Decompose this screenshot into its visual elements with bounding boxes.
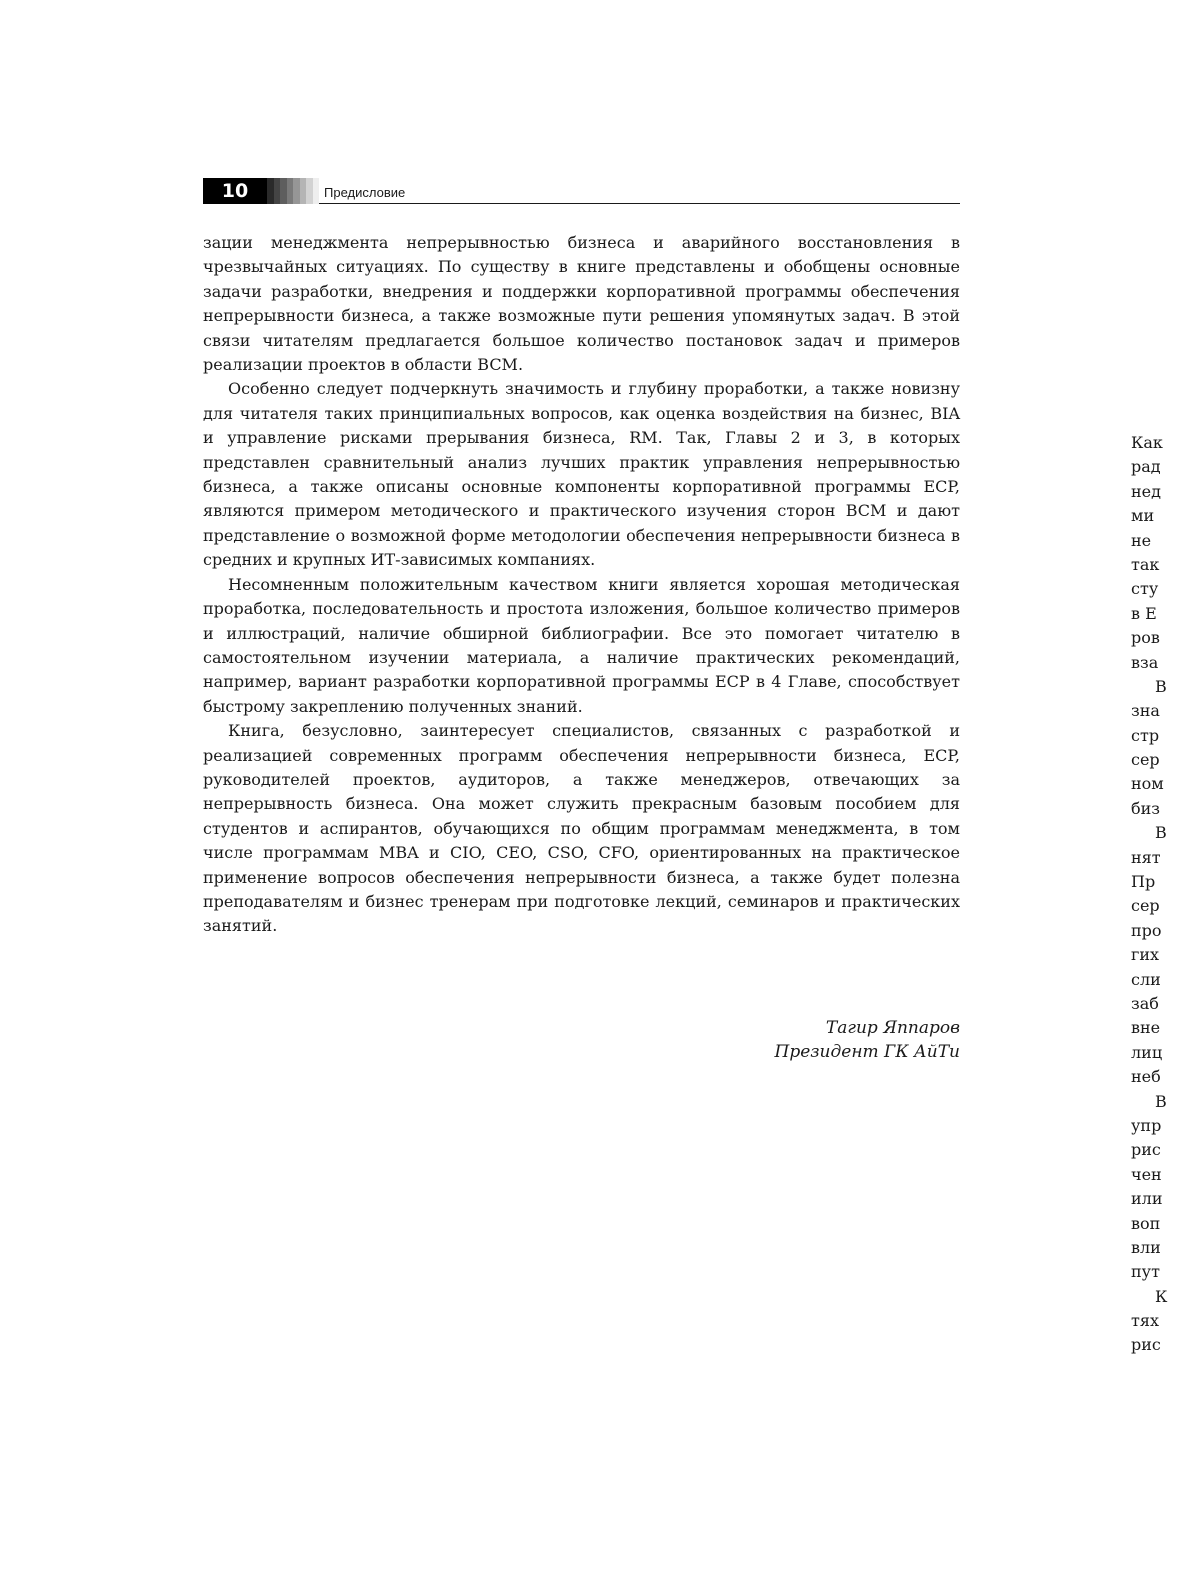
main-text — [203, 231, 960, 939]
fragment-line: В — [1155, 1091, 1167, 1111]
fragment-line: стр — [1131, 725, 1160, 745]
fragment-line: чен — [1131, 1164, 1162, 1184]
paragraph-1: зации менеджмента непрерывностью бизнеса и аварийного восстановления в чрезвычайных ситуациях. По существу в книге представлены и обобщены основные задачи разработки, внедрения и поддержки корпоративной программы обеспечения непрерывности бизнеса, а также возможные пути решения упомянутых задач. В этой связи читателям предлагается большое количество постановок задач и примеров реализации проектов в области BCM. — [203, 233, 960, 375]
paragraph-4: Книга, безусловно, заинтересует специалистов, связанных с разработкой и реализацией современных программ обеспечения непрерывности бизнеса, ECP, руководителей проектов, аудиторов, а также менеджеров, отвечающих за непрерывность бизнеса. Она может служить прекрасным базовым пособием для студентов и аспирантов, обучающихся по общим программам менеджмента, в том числе программам MBA и CIO, CEO, CSO, CFO, ориентированных на практическое применение вопросов обеспечения непрерывности бизнеса, а также будет полезна преподавателям и бизнес тренерам при подготовке лекций, семинаров и практических занятий. — [203, 721, 960, 936]
header-rule — [319, 203, 960, 204]
fragment-line: рис — [1131, 1140, 1161, 1160]
fragment-line: вли — [1131, 1237, 1161, 1257]
paragraph-3: Несомненным положительным качеством книги является хорошая методическая проработка, последовательность и простота изложения, большое количество примеров и иллюстраций, наличие обширной библиографии. Все это помогает читателю в самостоятельном изучении материала, а наличие практических рекомендаций, например, вариант разработки корпоративной программы ECP в 4 Главе, способствует быстрому закреплению полученных знаний. — [203, 574, 960, 716]
fragment-line: ров — [1131, 628, 1160, 648]
signature — [775, 1016, 960, 1064]
section-title: Предисловие — [324, 185, 406, 200]
fragment-line: воп — [1131, 1213, 1161, 1233]
fragment-line: пут — [1131, 1262, 1160, 1282]
fragment-line: нед — [1131, 481, 1161, 501]
fragment-line: так — [1131, 554, 1160, 574]
fragment-line: В — [1155, 823, 1167, 843]
fragment-line: В — [1155, 676, 1167, 696]
signature-name: Тагир Яппаров — [825, 1018, 960, 1038]
signature-position: Президент ГК АйТи — [774, 1042, 960, 1062]
fragment-line: заб — [1131, 993, 1159, 1013]
fragment-line: вне — [1131, 1018, 1161, 1038]
fragment-line: сту — [1131, 579, 1159, 599]
fragment-line: рад — [1131, 457, 1161, 477]
fragment-line: лиц — [1131, 1042, 1163, 1062]
fragment-line: зна — [1131, 701, 1160, 721]
fragment-line: ми — [1131, 506, 1155, 526]
fragment-line: биз — [1131, 798, 1161, 818]
fragment-line: упр — [1131, 1115, 1162, 1135]
page-number: 10 — [203, 178, 267, 204]
fragment-line: про — [1131, 920, 1162, 940]
fragment-line: ном — [1131, 774, 1164, 794]
fragment-line: гих — [1131, 945, 1160, 965]
fragment-line: нят — [1131, 847, 1161, 867]
fragment-line: не — [1131, 530, 1152, 550]
fragment-line: или — [1131, 1189, 1163, 1209]
fragment-line: Пр — [1131, 872, 1156, 892]
fragment-line: сли — [1131, 969, 1161, 989]
page-header — [203, 178, 960, 206]
fragment-line: сер — [1131, 750, 1160, 770]
fragment-line: вза — [1131, 652, 1159, 672]
fragment-line: К — [1155, 1286, 1168, 1306]
header-gradient-bar — [267, 178, 319, 204]
adjacent-page-fragment — [1131, 431, 1182, 1358]
fragment-line: тях — [1131, 1311, 1159, 1331]
fragment-line: Как — [1131, 433, 1163, 452]
fragment-line: рис — [1131, 1335, 1161, 1355]
fragment-line: неб — [1131, 1067, 1161, 1087]
fragment-line: в Е — [1131, 603, 1157, 623]
fragment-line: сер — [1131, 896, 1160, 916]
paragraph-2: Особенно следует подчеркнуть значимость и глубину проработки, а также новизну для читателя таких принципиальных вопросов, как оценка воздействия на бизнес, BIA и управление рисками прерывания бизнеса, RM. Так, Главы 2 и 3, в которых представлен сравнительный анализ лучших практик управления непрерывностью бизнеса, а также описаны основные компоненты корпоративной программы ECP, являются примером методического и практического изучения сторон BCM и дают представление о возможной форме методологии обеспечения непрерывности бизнеса в средних и крупных ИТ-зависимых компаниях. — [203, 379, 960, 570]
